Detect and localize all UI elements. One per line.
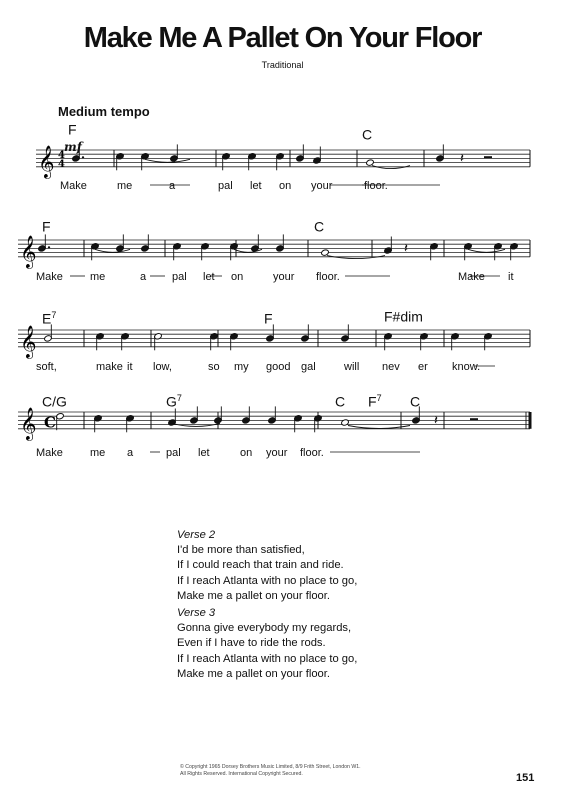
staff-lines (18, 145, 530, 441)
verse-title: Verse 3 (177, 607, 216, 619)
verse-title: Verse 2 (177, 529, 216, 541)
common-time-icon: C (44, 413, 56, 432)
chord-symbol: C (335, 393, 346, 410)
dynamic-marking: mf (64, 140, 82, 154)
lyric-syllable: your (273, 271, 295, 283)
note-dot (82, 156, 84, 158)
chord-symbol: C (362, 126, 373, 143)
verse-line: Make me a pallet on your floor. (177, 589, 330, 602)
lyric-syllable: let (250, 180, 262, 192)
lyric-syllable: Make (36, 271, 63, 283)
lyric-syllable: my (234, 361, 249, 373)
lyric-syllable: make (96, 361, 123, 373)
lyric-syllable: so (208, 361, 220, 373)
treble-clef-icon: 𝄞 (38, 144, 55, 178)
lyric-syllable: on (240, 447, 253, 459)
lyric-syllable: it (127, 361, 133, 373)
verse-line: If I reach Atlanta with no place to go, (177, 652, 358, 665)
lyric-syllable: a (140, 271, 147, 283)
tie-slur (145, 159, 190, 162)
note-head-icon (341, 419, 350, 426)
verse-line: If I reach Atlanta with no place to go, (177, 574, 358, 587)
note-dot (48, 246, 50, 248)
lyric-syllable: your (266, 447, 288, 459)
lyric-syllable: floor. (364, 180, 388, 192)
note-marks (38, 144, 519, 432)
lyric-syllable: on (231, 271, 244, 283)
lyric-syllable: a (127, 447, 134, 459)
composer-credit: Traditional (261, 60, 304, 70)
chord-symbol: C/G (42, 393, 67, 410)
note-head-icon (321, 249, 330, 256)
lyric-syllable: nev (382, 361, 400, 373)
lyric-syllable: will (344, 361, 360, 373)
rest-icon: 𝄽 (404, 241, 408, 257)
chord-symbol: F (264, 310, 273, 327)
lyric-syllable: let (198, 447, 210, 459)
copyright-notice: © Copyright 1965 Dorsey Brothers Music Limited, 8/9 Frith Street, London W1. All Rights Reserved. International Copyright Secured. (180, 764, 361, 777)
lyric-syllable: er (418, 361, 428, 373)
lyric-syllable: on (279, 180, 292, 192)
lyric-syllable: know. (452, 361, 481, 373)
lyric-syllable: soft, (36, 361, 57, 373)
lyric-syllable: floor. (300, 447, 324, 459)
verse-line: I'd be more than satisfied, (177, 544, 305, 557)
treble-clef-icon: 𝄞 (20, 324, 37, 358)
rest-icon: 𝄽 (460, 151, 464, 167)
chord-symbol: F (68, 121, 77, 138)
tempo-marking: Medium tempo (58, 104, 150, 119)
lyric-syllable: gal (301, 361, 316, 373)
lyric-syllable: low, (153, 361, 172, 373)
lyric-syllable: a (169, 180, 176, 192)
lyric-syllable: Make (60, 180, 87, 192)
verse-line: Make me a pallet on your floor. (177, 667, 330, 680)
chord-symbol: F (42, 218, 51, 235)
chord-symbol: $E^7$ (42, 310, 57, 327)
lyric-syllable: floor. (316, 271, 340, 283)
lyric-syllable: pal (166, 447, 181, 459)
lyric-syllable: pal (218, 180, 233, 192)
chord-symbol: F#dim (384, 308, 423, 325)
half-rest-icon (470, 418, 478, 420)
lyric-syllable: me (117, 180, 133, 192)
lyric-syllable: let (203, 271, 215, 283)
lyric-syllable: pal (172, 271, 187, 283)
verse-line: Even if I have to ride the rods. (177, 637, 326, 650)
lyric-syllable: Make (36, 447, 63, 459)
treble-clef-icon: 𝄞 (20, 406, 37, 440)
chord-symbol: C (314, 218, 325, 235)
chord-symbol: C (410, 393, 421, 410)
half-rest-icon (484, 156, 492, 158)
verse-3 (177, 606, 357, 682)
verse-line: If I could reach that train and ride. (177, 559, 344, 572)
tie-slur (95, 249, 130, 252)
time-signature-icon: 4 (58, 149, 65, 161)
tie-slur (468, 249, 505, 252)
song-title: Make Me A Pallet On Your Floor (83, 22, 482, 54)
rest-icon: 𝄽 (434, 413, 438, 429)
page-number: 151 (516, 772, 535, 784)
chord-symbol: $G^7$ (166, 393, 182, 410)
lyric-syllable: me (90, 447, 106, 459)
verse-line: Gonna give everybody my regards, (177, 622, 352, 635)
lyric-syllable: Make (458, 271, 485, 283)
lyric-syllable: your (311, 180, 333, 192)
verse-2 (177, 528, 357, 604)
treble-clef-icon: 𝄞 (20, 234, 37, 268)
chord-symbol: $F^7$ (368, 393, 382, 410)
lyric-syllable: it (508, 271, 514, 283)
lyric-syllable: good (266, 361, 291, 373)
lyric-syllable: me (90, 271, 106, 283)
time-signature-icon: 4 (58, 158, 65, 170)
note-head-icon (366, 159, 375, 166)
